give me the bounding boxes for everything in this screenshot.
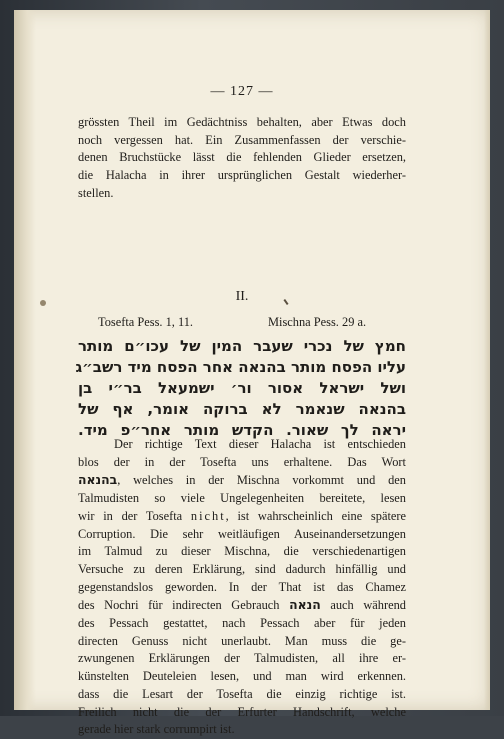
text-fragment: , ist wahrscheinlich eine spätere xyxy=(225,508,407,523)
text-line: gegenstandslos geworden. In der That ist das Chamez xyxy=(78,579,406,594)
page-number: — 127 — xyxy=(210,84,274,99)
text-line xyxy=(78,508,406,526)
text-line: im Talmud zu dieser Mischna, die verschiedenartigen xyxy=(78,544,406,559)
hebrew-word: הנאה xyxy=(289,597,321,613)
text-line: Der richtige Text dieser Halacha ist entschieden xyxy=(114,437,406,451)
section-number: II. xyxy=(235,289,249,304)
text-line: blos der in der Tosefta uns erhaltene. Das Wort xyxy=(78,454,406,469)
hebrew-line: עליו הפסח מותר בהנאה אחר הפסח מיד רשב״ג xyxy=(75,358,406,376)
text-fragment: des Nochri für indirecten Gebrauch xyxy=(78,598,290,613)
text-line: Versuche zu deren Erklärung, sind dadurch hinfällig und xyxy=(78,561,406,576)
text-line: gerade hier stark corrumpirt ist. xyxy=(78,722,235,737)
text-line: des Pessach gestattet, nach Pessach aber für jeden xyxy=(78,616,406,631)
hebrew-line: חמץ של נכרי שעבר המין של עכו״ם מותר xyxy=(78,337,406,355)
text-fragment: wir in der Tosefta xyxy=(78,508,191,523)
paragraph-analysis xyxy=(78,436,406,739)
emphasis-word: nicht xyxy=(190,508,226,523)
hebrew-text-block xyxy=(75,336,406,441)
text-line: die Halacha in ihrer ursprünglichen Gestalt wiederher- xyxy=(78,168,406,183)
hebrew-line: ושל ישראל אסור ור׳ ישמעאל בר״י בן xyxy=(78,379,406,397)
hebrew-word: בהנאה xyxy=(78,472,118,488)
paper-stain xyxy=(40,300,46,306)
text-line: zwungenen Erklärungen der Talmudisten, all ihre er- xyxy=(78,651,406,666)
hebrew-line: יראה לך שאור. הקדש מותר אחר״פ מיד. xyxy=(78,421,406,439)
tosefta-header: Tosefta Pess. 1, 11. xyxy=(98,315,194,329)
text-line: Talmudisten so viele Ungelegenheiten bereitete, lesen xyxy=(78,491,406,506)
text-line: noch vergessen hat. Ein Zusammenfassen der verschie- xyxy=(78,132,406,147)
mischna-header: Mischna Pess. 29 a. xyxy=(268,315,367,329)
text-line: Freilich nicht die der Erfurter Handschrift, welche xyxy=(78,704,406,719)
text-line: grössten Theil im Gedächtniss behalten, aber Etwas doch xyxy=(78,115,406,129)
page-edge xyxy=(484,10,490,710)
text-line xyxy=(78,596,406,615)
text-line: Corruption. Die sehr weitläufigen Auseinandersetzungen xyxy=(78,526,406,541)
text-line: künstelten Deuteleien lesen, und man wird erkennen. xyxy=(78,669,406,684)
text-fragment: auch während xyxy=(320,598,406,613)
text-line: stellen. xyxy=(78,185,114,200)
hebrew-line: בהנאה שנאמר לא ברוקה אומר, אף של xyxy=(78,400,406,418)
paragraph-intro xyxy=(78,114,406,203)
text-line: dass die Lesart der Tosefta die einzig richtige ist. xyxy=(78,686,406,701)
text-line: denen Bruchstücke lässt die fehlenden Glieder ersetzen, xyxy=(78,150,406,165)
text-line xyxy=(78,471,406,490)
text-line: directen Genuss nicht unerlaubt. Man muss die ge- xyxy=(78,633,406,648)
page-gutter xyxy=(14,10,36,710)
text-fragment: , welches in der Mischna vorkommt und den xyxy=(117,473,406,488)
